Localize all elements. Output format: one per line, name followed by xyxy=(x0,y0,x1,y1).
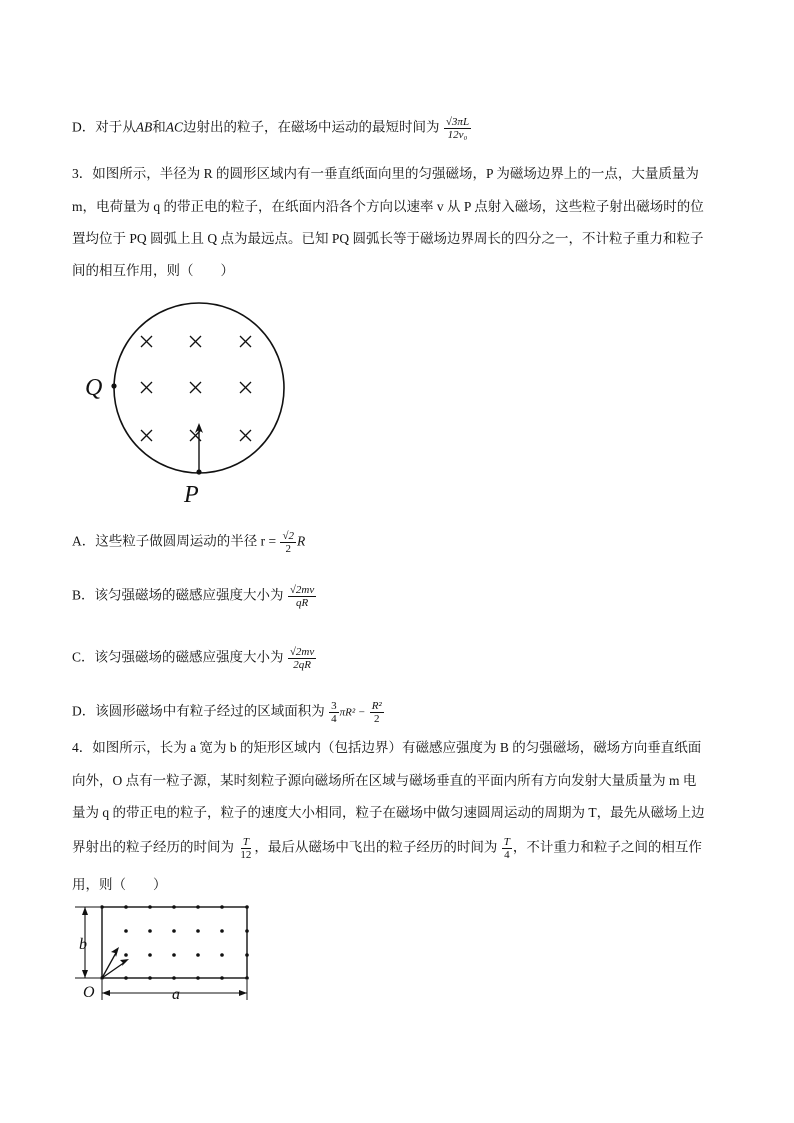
q4-frac2-den: 4 xyxy=(504,849,510,861)
source-arrow-2 xyxy=(102,962,125,978)
q3-option-a-tail: R xyxy=(297,533,306,549)
q4-frac2-num: T xyxy=(503,836,510,848)
q4-frac1-den: 12 xyxy=(240,849,252,861)
q3-option-a-fraction xyxy=(280,530,296,555)
field-into-page-crosses xyxy=(141,336,251,441)
q3-line-4: 间的相互作用，则（ ） xyxy=(72,263,234,278)
q4-line-5: 用，则（ ） xyxy=(72,877,167,892)
q3-option-c-num: √2mv xyxy=(289,646,315,658)
q3-option-a-num: √2 xyxy=(282,530,295,542)
prev-option-d-and: 和 xyxy=(152,119,166,135)
point-q-label: Q xyxy=(85,375,103,401)
q3-option-c-text: C．该匀强磁场的磁感应强度大小为 xyxy=(72,649,284,665)
q4-fraction-t4 xyxy=(502,836,512,861)
q4-line-4-c: ，不计重力和粒子之间的相互作 xyxy=(512,839,702,855)
q3-option-a-text: A．这些粒子做圆周运动的半径 r = xyxy=(72,533,277,549)
origin-o-label: O xyxy=(83,984,95,1001)
dimension-b-label: b xyxy=(79,936,87,953)
q3-option-d-fraction-1 xyxy=(329,700,339,725)
q3-line-1: 3．如图所示，半径为 R 的圆形区域内有一垂直纸面向里的匀强磁场，P 为磁场边界上的一点，大量质量为 xyxy=(72,166,699,181)
q4-line-2: 向外，O 点有一粒子源，某时刻粒子源向磁场所在区域与磁场垂直的平面内所有方向发射大量质量为 m 电 xyxy=(72,773,697,788)
point-p-label: P xyxy=(184,482,199,508)
q3-option-d-fraction-2 xyxy=(370,700,384,725)
q3-option-b-fraction xyxy=(288,584,316,609)
q3-option-b-num: √2mv xyxy=(289,584,315,596)
field-out-of-page-dots xyxy=(100,905,249,980)
source-arrow-1 xyxy=(102,951,117,978)
q3-option-d-text: D．该圆形磁场中有粒子经过的区域面积为 xyxy=(72,703,325,719)
source-arrow-2-head xyxy=(120,959,129,966)
q3-line-3: 置均位于 PQ 圆弧上且 Q 点为最远点。已知 PQ 圆弧长等于磁场边界周长的四分之一，不计粒子重力和粒子 xyxy=(72,231,704,246)
q3-option-b-text: B．该匀强磁场的磁感应强度大小为 xyxy=(72,587,284,603)
dimension-b-arrow-top xyxy=(82,907,88,915)
q3-option-c-den: 2qR xyxy=(293,659,311,671)
q4-fraction-t12 xyxy=(238,836,253,861)
q3-option-c xyxy=(72,646,317,671)
prev-option-d-ab: AB xyxy=(135,119,153,135)
point-q-dot xyxy=(111,383,116,388)
dimension-a-arrow-right xyxy=(239,990,247,996)
q4-frac1-num: T xyxy=(242,836,249,848)
source-arrow-1-head xyxy=(111,947,119,957)
q3-option-a xyxy=(72,530,305,555)
prev-option-d-mid: 边射出的粒子，在磁场中运动的最短时间为 xyxy=(183,119,440,135)
prev-option-d-fraction xyxy=(444,116,471,141)
prev-option-d-frac-num: √3πL xyxy=(445,116,470,128)
q4-line-4 xyxy=(72,836,702,861)
q3-option-b xyxy=(72,584,317,609)
point-p-dot xyxy=(196,469,201,474)
q3-option-d xyxy=(72,700,385,725)
q4-line-3: 量为 q 的带正电的粒子，粒子的速度大小相同，粒子在磁场中做匀速圆周运动的周期为 T，最先从磁场上边 xyxy=(72,805,705,820)
q3-option-a-den: 2 xyxy=(285,543,291,555)
prev-option-d-prefix: D．对于从 xyxy=(72,119,136,135)
dimension-b-arrow-bottom xyxy=(82,970,88,978)
q4-line-4-a: 界射出的粒子经历的时间为 xyxy=(72,839,234,855)
prev-option-d-frac-den: 12v₀ xyxy=(447,129,468,141)
dimension-a-arrow-left xyxy=(102,990,110,996)
q3-option-d-den2: 2 xyxy=(373,713,380,725)
prev-option-d-ac: AC xyxy=(165,119,184,135)
magnetic-field-circle xyxy=(114,303,284,473)
q3-line-2: m，电荷量为 q 的带正电的粒子，在纸面内沿各个方向以速率 v 从 P 点射入磁场，这些粒子射出磁场时的位 xyxy=(72,199,704,214)
prev-option-d xyxy=(72,116,472,141)
q3-option-b-den: qR xyxy=(295,597,309,609)
q3-option-d-num2: R² xyxy=(371,700,382,712)
magnetic-field-rectangle xyxy=(102,907,247,978)
q3-option-c-fraction xyxy=(288,646,316,671)
q3-option-d-mid: πR² − xyxy=(339,706,366,719)
q3-option-d-den1: 4 xyxy=(331,713,337,725)
q4-line-1: 4．如图所示，长为 a 宽为 b 的矩形区域内（包括边界）有磁感应强度为 B 的匀强磁场，磁场方向垂直纸面 xyxy=(72,740,702,755)
q4-line-4-b: ，最后从磁场中飞出的粒子经历的时间为 xyxy=(254,839,498,855)
velocity-arrow-head xyxy=(195,423,203,433)
q3-option-d-num1: 3 xyxy=(331,700,337,712)
dimension-a-label: a xyxy=(172,986,180,1003)
